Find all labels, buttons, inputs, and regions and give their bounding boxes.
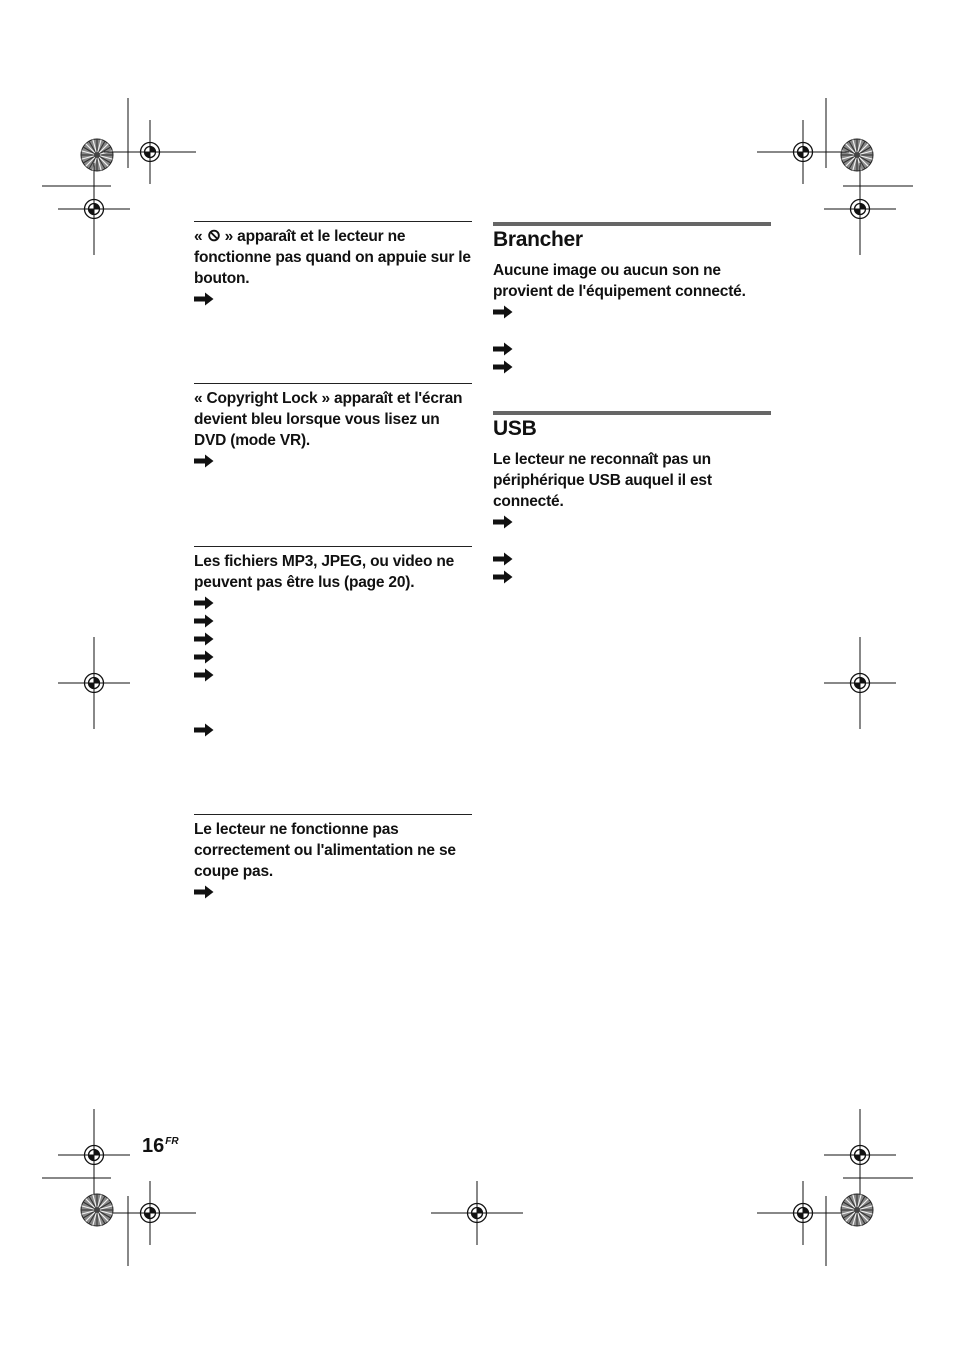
right-arrow-icon [194, 885, 214, 903]
registration-mark-icon [824, 163, 896, 255]
registration-mark-icon [104, 120, 196, 184]
color-target-icon [81, 139, 113, 171]
page-number: $16^{FR}$ [142, 1135, 179, 1157]
registration-mark-icon [104, 1181, 196, 1245]
right-arrow-icon [194, 668, 214, 686]
registration-mark-icon [58, 1109, 130, 1201]
registration-mark-icon [58, 637, 130, 729]
troubleshoot-entry [194, 546, 472, 741]
prohibited-icon [207, 229, 221, 242]
color-target-icon [841, 1194, 873, 1226]
registration-mark-icon [757, 1181, 849, 1245]
right-arrow-icon [493, 305, 513, 323]
entry-question: Le lecteur ne reconnaît pas un périphérique USB auquel il est connecté. [493, 451, 712, 510]
right-arrow-icon [194, 614, 214, 632]
registration-mark-icon [757, 120, 849, 184]
troubleshoot-entry [194, 814, 472, 903]
color-target-icon [81, 1194, 113, 1226]
right-arrow-icon [194, 650, 214, 668]
right-arrow-icon [194, 723, 214, 741]
entry-question: Les fichiers MP3, JPEG, ou video ne peuvent pas être lus (page 20). [194, 553, 455, 591]
right-arrow-icon [194, 454, 214, 472]
right-arrow-icon [493, 570, 513, 588]
right-arrow-icon [194, 596, 214, 614]
registration-mark-icon [824, 637, 896, 729]
right-arrow-icon [493, 552, 513, 570]
entry-question: Aucune image ou aucun son ne provient de l'équipement connecté. [493, 262, 746, 300]
section-usb [493, 411, 771, 588]
section-heading: Brancher [493, 228, 583, 251]
section-brancher [493, 222, 771, 378]
entry-question: Le lecteur ne fonctionne pas correctement ou l'alimentation ne se coupe pas. [194, 821, 456, 880]
entry-question: « » apparaît et le lecteur ne fonctionne pas quand on appuie sur le bouton. [194, 228, 471, 287]
troubleshoot-entry [194, 383, 472, 472]
right-arrow-icon [493, 360, 513, 378]
right-arrow-icon [493, 342, 513, 360]
right-arrow-icon [493, 515, 513, 533]
troubleshoot-entry [194, 221, 472, 310]
registration-mark-icon [824, 1109, 896, 1201]
entry-question: « Copyright Lock » apparaît et l'écran devient bleu lorsque vous lisez un DVD (mode VR). [194, 390, 463, 449]
color-target-icon [841, 139, 873, 171]
section-heading: USB [493, 417, 537, 440]
right-arrow-icon [194, 292, 214, 310]
right-arrow-icon [194, 632, 214, 650]
registration-mark-icon [431, 1181, 523, 1245]
registration-mark-icon [58, 163, 130, 255]
